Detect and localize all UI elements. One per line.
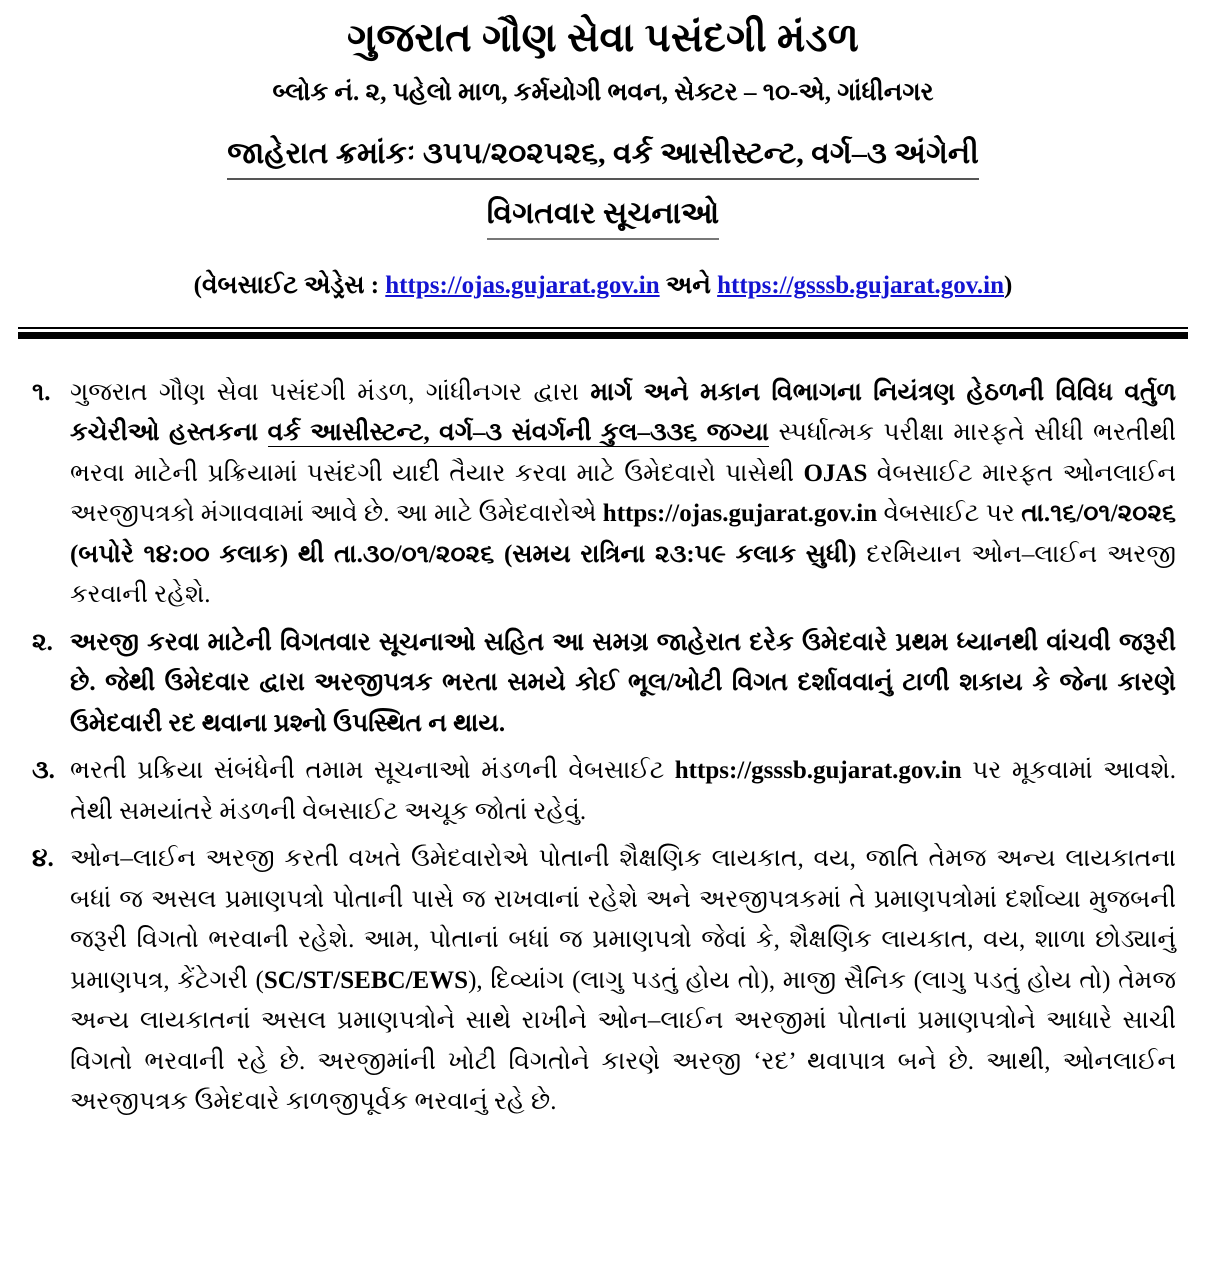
document-body [0, 339, 1206, 1140]
notice-text-segment: તા.૧૬/૦૧/૨૦૨૬ (બપોરે ૧૪:૦૦ કલાક) થી તા.૩૦/૦૧/૨૦૨૬ (સમય રાત્રિના ૨૩:૫૯ કલાક સુધી) [70, 500, 1176, 568]
notice-text-segment: ભરતી પ્રક્રિયા સંબંધેની તમામ સૂચનાઓ મંડળની વેબસાઈટ [70, 757, 675, 785]
notice-text-segment: ગુજરાત ગૌણ સેવા પસંદગી મંડળ, ગાંધીનગર દ્વારા [70, 378, 591, 406]
notice-text-segment: ઓન–લાઈન અરજી કરતી વખતે ઉમેદવારોએ પોતાની શૈક્ષણિક લાયકાત, વય, જાતિ તેમજ અન્ય લાયકાતના બધાં જ અસલ પ્રમાણપત્રો પોતાની પાસે જ રાખવાનાં રહેશે અને અરજીપત્રકમાં તે પ્રમાણપત્રોમાં દર્શાવ્યા મુજબની જરૂરી વિગતો ભરવાની રહેશે. આમ, પોતાનાં બધાં જ પ્રમાણપત્રો જેવાં કે, શૈક્ષણિક લાયકાત, વય, શાળા છોડ્યાનું પ્રમાણપત્ર, કેંટેગરી ( [70, 845, 1176, 994]
ojas-website-link[interactable]: https://ojas.gujarat.gov.in [385, 272, 660, 300]
subject-line [24, 194, 1182, 240]
notice-item-text [70, 751, 1176, 832]
notice-text-segment: દરમિયાન ઓન–લાઈન અરજી કરવાની રહેશે. [70, 540, 1176, 609]
website-suffix-label: ) [1004, 272, 1013, 300]
subject-text: વિગતવાર સૂચનાઓ [487, 194, 719, 240]
notice-item [18, 839, 1176, 1123]
gsssb-website-link[interactable]: https://gsssb.gujarat.gov.in [717, 272, 1005, 300]
notice-item [18, 373, 1176, 616]
notice-item-marker: ૨. [32, 628, 53, 656]
notice-item-text [70, 373, 1176, 616]
notice-item-marker: ૪. [32, 845, 54, 873]
notice-text-segment: માર્ગ અને મકાન વિભાગના નિયંત્રણ હેઠળની વિવિધ વર્તુળ કચેરીઓ હસ્તકના [70, 378, 1176, 447]
divider-thick-rule [18, 332, 1188, 339]
document-header [0, 0, 1206, 303]
website-conjunction-label: અને [659, 272, 718, 300]
website-address-line [24, 270, 1182, 303]
notice-item [18, 623, 1176, 745]
notice-text-segment: વેબસાઈટ પર [877, 500, 1022, 528]
notice-text-segment: વર્ક આસીસ્ટન્ટ, વર્ગ–૩ સંવર્ગની [267, 419, 601, 447]
notice-text-segment: અરજી કરવા માટેની વિગતવાર સૂચનાઓ સહિત આ સમગ્ર જાહેરાત દરેક ઉમેદવારે પ્રથમ ધ્યાનથી વાંચવી જરૂરી છે. જેથી ઉમેદવાર દ્વારા અરજીપત્રક ભરતા સમયે કોઈ ભૂલ/ખોટી વિગત દર્શાવવાનું ટાળી શકાય કે જેના કારણે ઉમેદવારી રદ થવાના પ્રશ્નો ઉપસ્થિત ન થાય. [70, 628, 1176, 737]
notice-item-text [70, 839, 1176, 1123]
notice-text-segment: ), દિવ્યાંગ (લાગુ પડતું હોય તો), માજી સૈનિક (લાગુ પડતું હોય તો) તેમજ અન્ય લાયકાતનાં અસલ પ્રમાણપત્રોને સાથે રાખીને ઓન–લાઈન અરજીમાં પોતાનાં પ્રમાણપત્રોને આધારે સાચી વિગતો ભરવાની રહે છે. અરજીમાંની ખોટી વિગતોને કારણે અરજી ‘રદ’ થવાપાત્ર બને છે. આથી, ઓનલાઈન અરજીપત્રક ઉમેદવારે કાળજીપૂર્વક ભરવાનું રહે છે. [70, 966, 1176, 1116]
notice-text-segment: સ્પર્ધાત્મક પરીક્ષા મારફતે સીધી ભરતીથી ભરવા માટેની પ્રક્રિયામાં પસંદગી યાદી તૈયાર કરવા માટે ઉમેદવારો પાસેથી [70, 419, 1176, 487]
divider-thin-rule [18, 327, 1188, 329]
notice-text-segment: વેબસાઈટ મારફત ઓનલાઈન અરજીપત્રકો મંગાવવામાં આવે છે. આ માટે ઉમેદવારોએ [70, 459, 1176, 528]
notice-item-text [70, 623, 1176, 745]
notice-item-marker: ૩. [32, 757, 55, 785]
advertisement-number-text: જાહેરાત ક્રમાંકઃ ૩૫૫/૨૦૨૫૨૬, વર્ક આસીસ્ટન્ટ, વર્ગ–૩ અંગેની [227, 134, 979, 180]
organization-address: બ્લોક નં. ૨, પહેલો માળ, કર્મયોગી ભવન, સેક્ટર – ૧૦-એ, ગાંધીનગર [272, 79, 934, 107]
notice-item [18, 751, 1176, 832]
website-prefix-label: (વેબસાઈટ એડ્રેસ : [193, 272, 386, 300]
notice-text-segment: https://ojas.gujarat.gov.in [602, 500, 878, 528]
notice-text-segment: SC/ST/SEBC/EWS [263, 966, 469, 994]
advertisement-number-line [24, 134, 1182, 180]
organization-title: ગુજરાત ગૌણ સેવા પસંદગી મંડળ [346, 15, 860, 60]
notice-item-marker: ૧. [32, 378, 51, 406]
notice-text-segment: કુલ–૩૩૬ જગ્યા [600, 419, 769, 447]
header-divider [18, 327, 1188, 339]
notice-text-segment: OJAS [803, 459, 868, 487]
notice-list [18, 373, 1176, 1123]
notice-text-segment: https://gsssb.gujarat.gov.in [674, 757, 962, 785]
notice-text-segment: પર મૂકવામાં આવશે. તેથી સમયાંતરે મંડળની વેબસાઈટ અચૂક જોતાં રહેવું. [70, 757, 1177, 825]
